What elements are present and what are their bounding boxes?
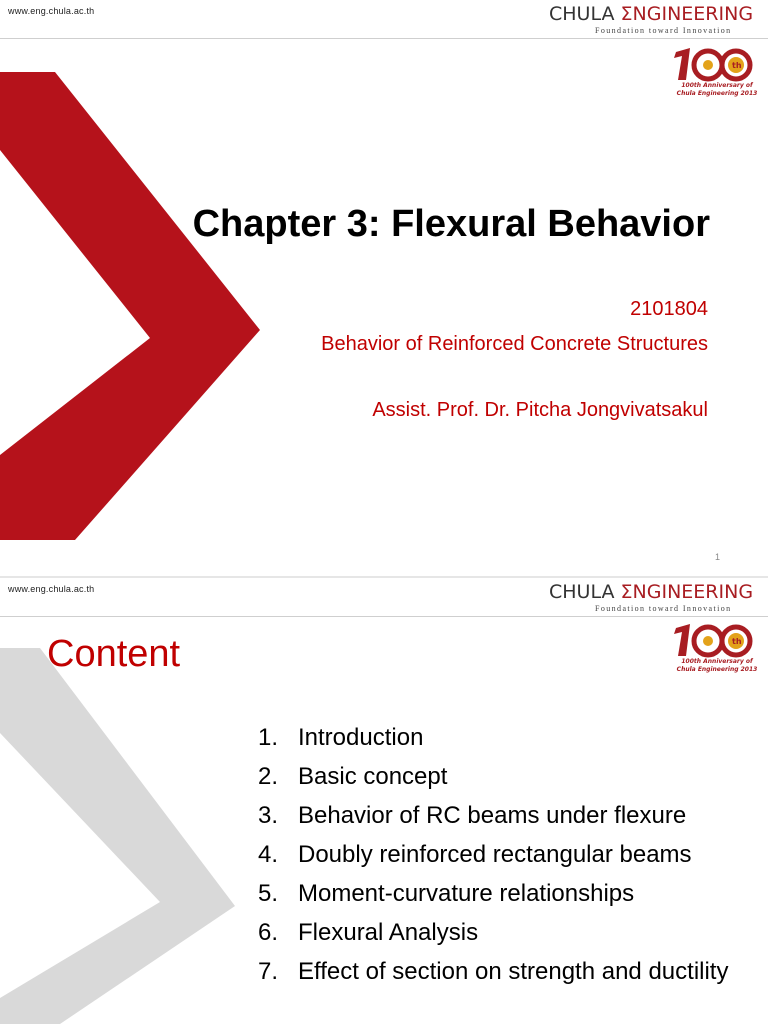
list-item-number: 4. — [258, 841, 279, 868]
list-item — [258, 800, 758, 832]
list-item-number: 3. — [258, 802, 279, 829]
list-item — [258, 917, 758, 949]
site-url[interactable]: www.eng.chula.ac.th — [8, 6, 95, 16]
list-item — [258, 722, 758, 754]
course-code: 2101804 — [630, 298, 708, 320]
svg-text:th: th — [732, 61, 742, 70]
list-item-text: Flexural Analysis — [298, 919, 479, 946]
list-item — [258, 839, 758, 871]
anniversary-logo — [662, 622, 762, 684]
brand-tagline: Foundation toward Innovation — [595, 26, 732, 35]
slide-title: Content — [47, 633, 181, 675]
brand-chula: CHULA — [549, 581, 615, 603]
anniversary-100-icon — [662, 622, 762, 662]
chula-engineering-logo — [549, 581, 763, 613]
chula-engineering-logo — [549, 3, 763, 35]
list-item-text: Behavior of RC beams under flexure — [298, 802, 687, 829]
red-chevron-graphic — [0, 0, 300, 576]
course-name: Behavior of Reinforced Concrete Structures — [321, 333, 708, 355]
site-url[interactable]: www.eng.chula.ac.th — [8, 584, 95, 594]
list-item-number: 5. — [258, 880, 279, 907]
anniversary-line2: Chula Engineering 2013 — [676, 666, 758, 673]
content-list — [258, 722, 758, 995]
list-item-text: Introduction — [298, 724, 424, 751]
list-item — [258, 761, 758, 793]
list-item — [258, 956, 758, 988]
list-item-text: Effect of section on strength and ductility — [298, 958, 729, 985]
list-item-number: 2. — [258, 763, 279, 790]
list-item — [258, 878, 758, 910]
brand-engineering: ΣNGINEERING — [620, 3, 754, 25]
list-item-text: Moment-curvature relationships — [298, 880, 635, 907]
anniversary-line1: 100th Anniversary of — [681, 82, 753, 89]
list-item-number: 6. — [258, 919, 279, 946]
slide-title: Chapter 3: Flexural Behavior — [192, 203, 710, 245]
list-item-text: Basic concept — [298, 763, 448, 790]
instructor-name: Assist. Prof. Dr. Pitcha Jongvivatsakul — [372, 399, 708, 421]
anniversary-100-icon — [662, 46, 762, 86]
svg-text:th: th — [732, 637, 742, 646]
anniversary-line1: 100th Anniversary of — [681, 658, 753, 665]
list-item-number: 7. — [258, 958, 279, 985]
brand-engineering: ΣNGINEERING — [620, 581, 754, 603]
anniversary-line2: Chula Engineering 2013 — [676, 90, 758, 97]
brand-tagline: Foundation toward Innovation — [595, 604, 732, 613]
content-slide — [0, 578, 768, 1024]
page-number: 1 — [714, 552, 720, 562]
list-item-number: 1. — [258, 724, 279, 751]
list-item-text: Doubly reinforced rectangular beams — [298, 841, 692, 868]
header-divider — [0, 616, 768, 617]
brand-chula: CHULA — [549, 3, 615, 25]
header-divider — [0, 38, 768, 39]
anniversary-logo — [662, 46, 762, 108]
